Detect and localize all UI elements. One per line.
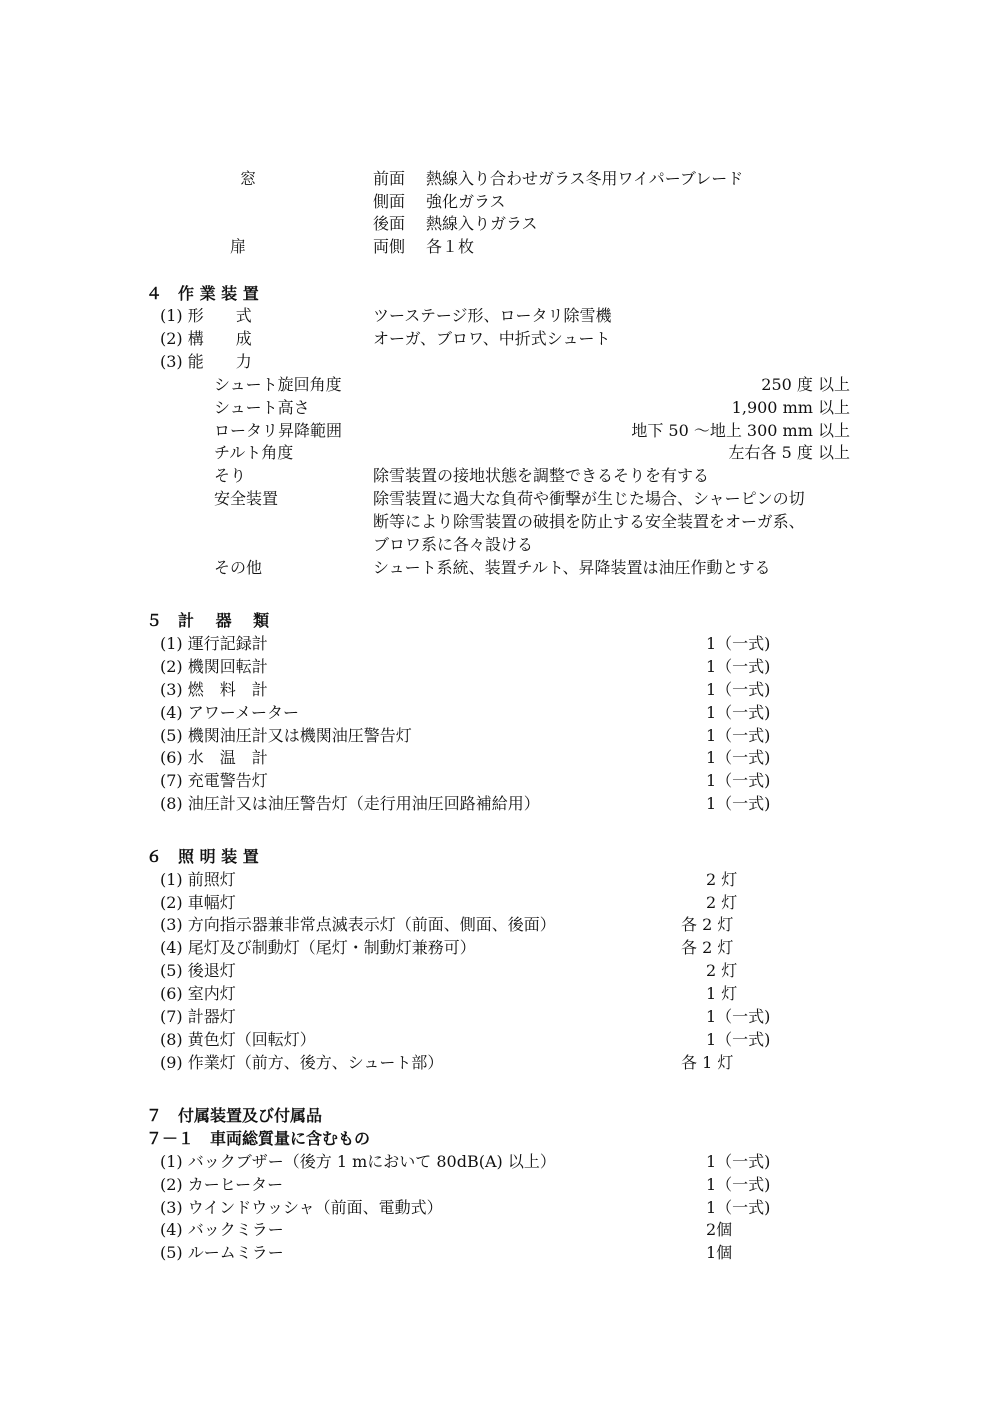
- list-item-label: (5) 機関油圧計又は機関油圧警告灯: [160, 726, 412, 745]
- cap-row-label: 安全装置: [214, 489, 279, 508]
- list-item-qty: 1個: [706, 1243, 733, 1262]
- windows-side-value: 強化ガラス: [426, 192, 506, 211]
- windows-rear-value: 熱線入りガラス: [426, 214, 538, 233]
- list-item-label: (7) 充電警告灯: [160, 771, 268, 790]
- list-item-label: (6) 水 温 計: [160, 748, 268, 767]
- list-item-qty: 各 2 灯: [681, 915, 734, 934]
- windows-side-key: 側面: [373, 192, 406, 211]
- s4-type-value: ツーステージ形、ロータリ除雪機: [373, 306, 612, 325]
- list-item-qty: 1（一式): [706, 703, 771, 722]
- list-item-label: (7) 計器灯: [160, 1007, 236, 1026]
- list-item-label: (2) 車幅灯: [160, 893, 236, 912]
- list-item-label: (8) 黄色灯（回転灯）: [160, 1030, 316, 1049]
- cap-row-label: チルト角度: [214, 443, 294, 462]
- list-item-qty: 1 灯: [706, 984, 738, 1003]
- s4-config-label: (2) 構 成: [160, 329, 252, 348]
- windows-front-value: 熱線入り合わせガラス冬用ワイパーブレード: [426, 169, 744, 188]
- cap-row-value: 地下 50 ～地上 300 mm 以上: [631, 421, 850, 440]
- list-item-label: (2) カーヒーター: [160, 1175, 284, 1194]
- cap-row-value-line: 断等により除雪装置の破損を防止する安全装置をオーガ系、: [373, 512, 805, 531]
- s4-type-label: (1) 形 式: [160, 306, 252, 325]
- list-item-label: (8) 油圧計又は油圧警告灯（走行用油圧回路補給用）: [160, 794, 540, 813]
- list-item-label: (5) ルームミラー: [160, 1243, 284, 1262]
- list-item-label: (6) 室内灯: [160, 984, 236, 1003]
- list-item-qty: 2 灯: [706, 961, 738, 980]
- list-item-label: (9) 作業灯（前方、後方、シュート部）: [160, 1053, 444, 1072]
- list-item-label: (5) 後退灯: [160, 961, 236, 980]
- list-item-qty: 各 2 灯: [681, 938, 734, 957]
- section-7-heading: ７ 付属装置及び付属品: [146, 1106, 323, 1125]
- cap-row-value-line: ブロワ系に各々設ける: [373, 535, 534, 554]
- cap-row-value: 左右各 5 度 以上: [728, 443, 850, 462]
- list-item-qty: 1（一式): [706, 1175, 771, 1194]
- door-key: 両側: [373, 237, 406, 256]
- list-item-label: (4) 尾灯及び制動灯（尾灯・制動灯兼務可）: [160, 938, 476, 957]
- door-value: 各１枚: [426, 237, 475, 256]
- section-6-heading: ６ 照 明 装 置: [146, 847, 259, 866]
- cap-row-label: ロータリ昇降範囲: [214, 421, 343, 440]
- s4-config-value: オーガ、ブロワ、中折式シュート: [373, 329, 611, 348]
- s4-capacity-label: (3) 能 力: [160, 352, 252, 371]
- list-item-label: (3) 燃 料 計: [160, 680, 268, 699]
- cap-row-label: その他: [214, 558, 263, 577]
- cap-row-value: 1,900 mm 以上: [731, 398, 850, 417]
- list-item-qty: 1（一式): [706, 726, 771, 745]
- list-item-label: (2) 機関回転計: [160, 657, 268, 676]
- list-item-label: (1) 運行記録計: [160, 634, 268, 653]
- list-item-label: (1) 前照灯: [160, 870, 236, 889]
- cap-row-label: シュート高さ: [214, 398, 310, 417]
- list-item-qty: 1（一式): [706, 794, 771, 813]
- section-7-1-subheading: ７－１ 車両総質量に含むもの: [146, 1129, 371, 1148]
- list-item-qty: 1（一式): [706, 634, 771, 653]
- cap-row-label: シュート旋回角度: [214, 375, 342, 394]
- list-item-qty: 1（一式): [706, 657, 771, 676]
- list-item-qty: 2 灯: [706, 870, 738, 889]
- list-item-qty: 1（一式): [706, 1198, 771, 1217]
- list-item-qty: 各 1 灯: [681, 1053, 734, 1072]
- list-item-qty: 2個: [706, 1220, 733, 1239]
- list-item-qty: 1（一式): [706, 771, 771, 790]
- list-item-label: (1) バックブザー（後方 1 mにおいて 80dB(A) 以上）: [160, 1152, 556, 1171]
- door-label: 扉: [230, 237, 247, 256]
- list-item-qty: 2 灯: [706, 893, 738, 912]
- list-item-label: (3) 方向指示器兼非常点滅表示灯（前面、側面、後面）: [160, 915, 556, 934]
- windows-front-key: 前面: [373, 169, 406, 188]
- section-4-heading: ４ 作 業 装 置: [146, 284, 259, 303]
- list-item-label: (3) ウインドウッシャ（前面、電動式）: [160, 1198, 443, 1217]
- list-item-qty: 1（一式): [706, 1007, 771, 1026]
- cap-row-value: 250 度 以上: [761, 375, 850, 394]
- windows-label: 窓: [240, 169, 257, 188]
- list-item-qty: 1（一式): [706, 1152, 771, 1171]
- cap-row-value-line: 除雪装置に過大な負荷や衝撃が生じた場合、シャーピンの切: [373, 489, 805, 508]
- cap-row-value: シュート系統、装置チルト、昇降装置は油圧作動とする: [373, 558, 771, 577]
- list-item-qty: 1（一式): [706, 748, 771, 767]
- list-item-label: (4) アワーメーター: [160, 703, 299, 722]
- cap-row-value: 除雪装置の接地状態を調整できるそりを有する: [373, 466, 710, 485]
- windows-rear-key: 後面: [373, 214, 406, 233]
- list-item-label: (4) バックミラー: [160, 1220, 284, 1239]
- section-5-heading: ５ 計 器 類: [146, 611, 270, 630]
- list-item-qty: 1（一式): [706, 680, 771, 699]
- cap-row-label: そり: [214, 466, 247, 485]
- list-item-qty: 1（一式): [706, 1030, 771, 1049]
